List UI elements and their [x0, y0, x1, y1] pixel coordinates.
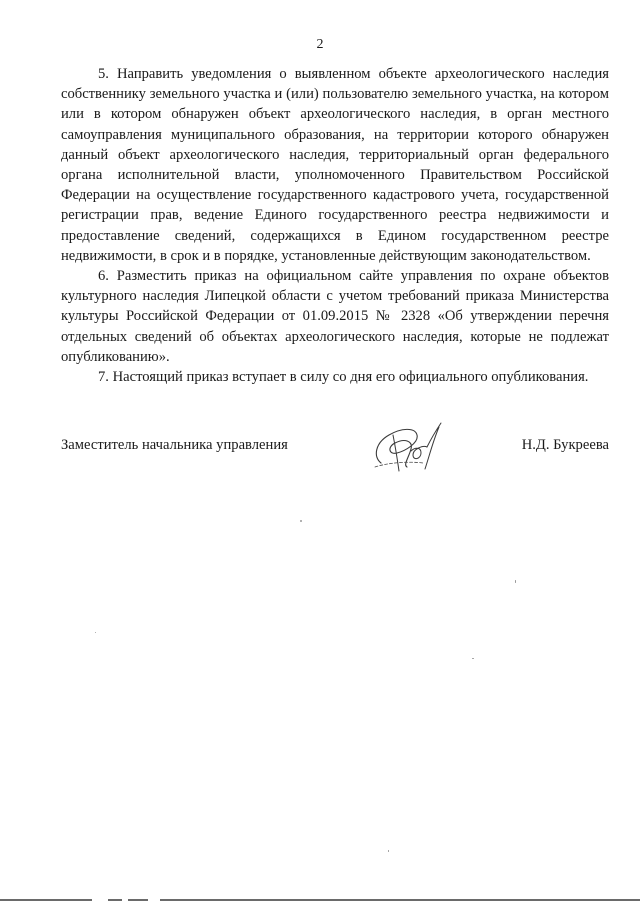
- document-body: [61, 64, 609, 387]
- scan-speck: [388, 850, 389, 852]
- signer-position-title: Заместитель начальника управления: [61, 437, 288, 453]
- paragraph-6: 6. Разместить приказ на официальном сайте управления по охране объектов культурного наследия Липецкой области с учетом требований приказа Министерства культуры Российской Федерации от 01.09.2015 № 2328 «Об утверждении перечня отдельных сведений об объектах археологического наследия, которые не подлежат опубликованию».: [61, 268, 609, 365]
- scan-speck: [515, 580, 516, 583]
- handwritten-signature: [367, 417, 457, 477]
- scan-speck: [95, 632, 96, 633]
- paragraph-5: 5. Направить уведомления о выявленном объекте археологического наследия собственнику земельного участка и (или) пользователю земельного участка, на котором или в котором обнаружен объект археологического наследия, в орган местного самоуправления муниципального образования, на территории которого обнаружен данный объект археологического наследия, территориальный орган федерального органа исполнительной власти, уполномоченного Правительством Российской Федерации на осуществление государственного кадастрового учета, государственной регистрации прав, ведение Единого государственного реестра недвижимости и предоставление сведений, содержащихся в Едином государственном реестре недвижимости, в срок и в порядке, установленные действующим законодательством.: [61, 66, 609, 264]
- scan-bottom-edge: [0, 899, 640, 901]
- scan-speck: [300, 520, 302, 522]
- signer-name: Н.Д. Букреева: [521, 437, 609, 453]
- page-number: 2: [316, 37, 324, 52]
- paragraph-7: 7. Настоящий приказ вступает в силу со дня его официального опубликования.: [98, 369, 589, 386]
- signature-block: [61, 437, 609, 467]
- scan-speck: [472, 658, 474, 659]
